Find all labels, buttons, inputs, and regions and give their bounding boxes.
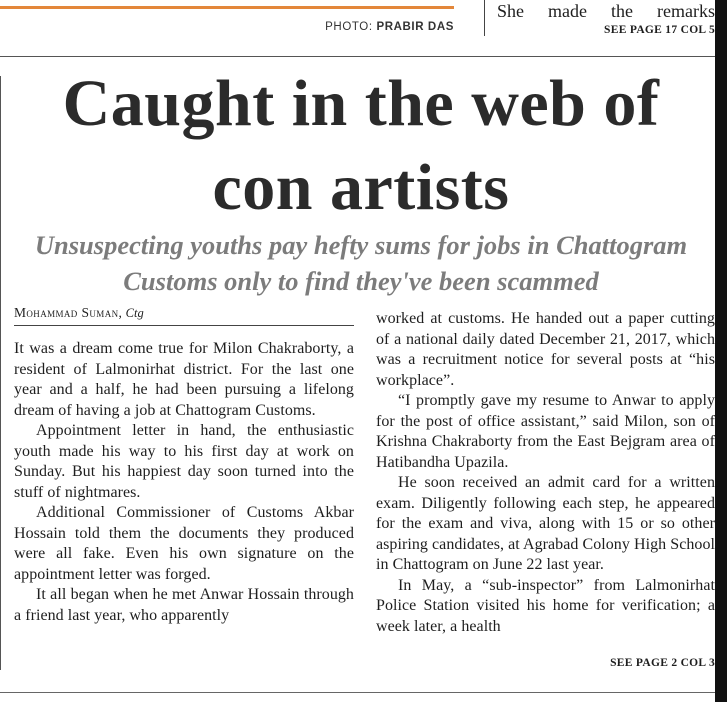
top-accent-rule (0, 6, 454, 9)
bottom-rule (0, 692, 715, 693)
article-column-1 (14, 339, 354, 626)
section-rule (0, 56, 715, 57)
byline-location: Ctg (125, 306, 144, 320)
byline (14, 304, 354, 322)
paragraph: Additional Commissioner of Customs Akbar Hossain told them the documents they produced were all fake. Even his own signature on the appointment letter was forged. (14, 504, 354, 583)
photo-credit (300, 21, 454, 33)
paragraph: “I promptly gave my resume to Anwar to apply for the post of office assistant,” said Milon, son of Krishna Chakraborty from the East Bejgram area of Hatibandha Upazila. (376, 392, 715, 471)
byline-author: Mohammad Suman, (14, 305, 123, 320)
paragraph: It all began when he met Anwar Hossain through a friend last year, who apparently (14, 586, 354, 624)
continuation-jump: SEE PAGE 2 COL 3 (610, 657, 715, 669)
paragraph: It was a dream come true for Milon Chakraborty, a resident of Lalmonirhat district. For the last one year and a half, he had been pursuing a lifelong dream of having a job at Chattogram Customs. (14, 340, 354, 419)
column-divider (484, 0, 485, 36)
previous-story-jump: SEE PAGE 17 COL 5 (604, 24, 715, 36)
photo-credit-name: PRABIR DAS (376, 21, 454, 33)
page-edge (715, 0, 727, 702)
headline: Caught in the web of con artists (62, 67, 660, 224)
subheadline: Unsuspecting youths pay hefty sums for jobs in Chattogram Customs only to find they've been scammed (34, 230, 688, 296)
left-margin-rule (0, 76, 1, 670)
previous-story-tail: She made the remarks (497, 1, 715, 21)
photo-credit-label: PHOTO: (325, 21, 373, 33)
paragraph: In May, a “sub-inspector” from Lalmonirhat Police Station visited his home for verification; a week later, a health (376, 576, 715, 635)
byline-rule (14, 325, 354, 326)
article-column-2 (376, 309, 715, 637)
paragraph: worked at customs. He handed out a paper cutting of a national daily dated December 21, 2017, which was a recruitment notice for several posts at “his workplace”. (376, 310, 715, 389)
paragraph: He soon received an admit card for a written exam. Diligently following each step, he appeared for the exam and viva, along with 15 or so other aspiring candidates, at Agrabad Colony High School in Chattogram on June 22 last year. (376, 474, 715, 573)
paragraph: Appointment letter in hand, the enthusiastic youth made his way to his first day at work on Sunday. But his happiest day soon turned into the stuff of nightmares. (14, 422, 354, 501)
